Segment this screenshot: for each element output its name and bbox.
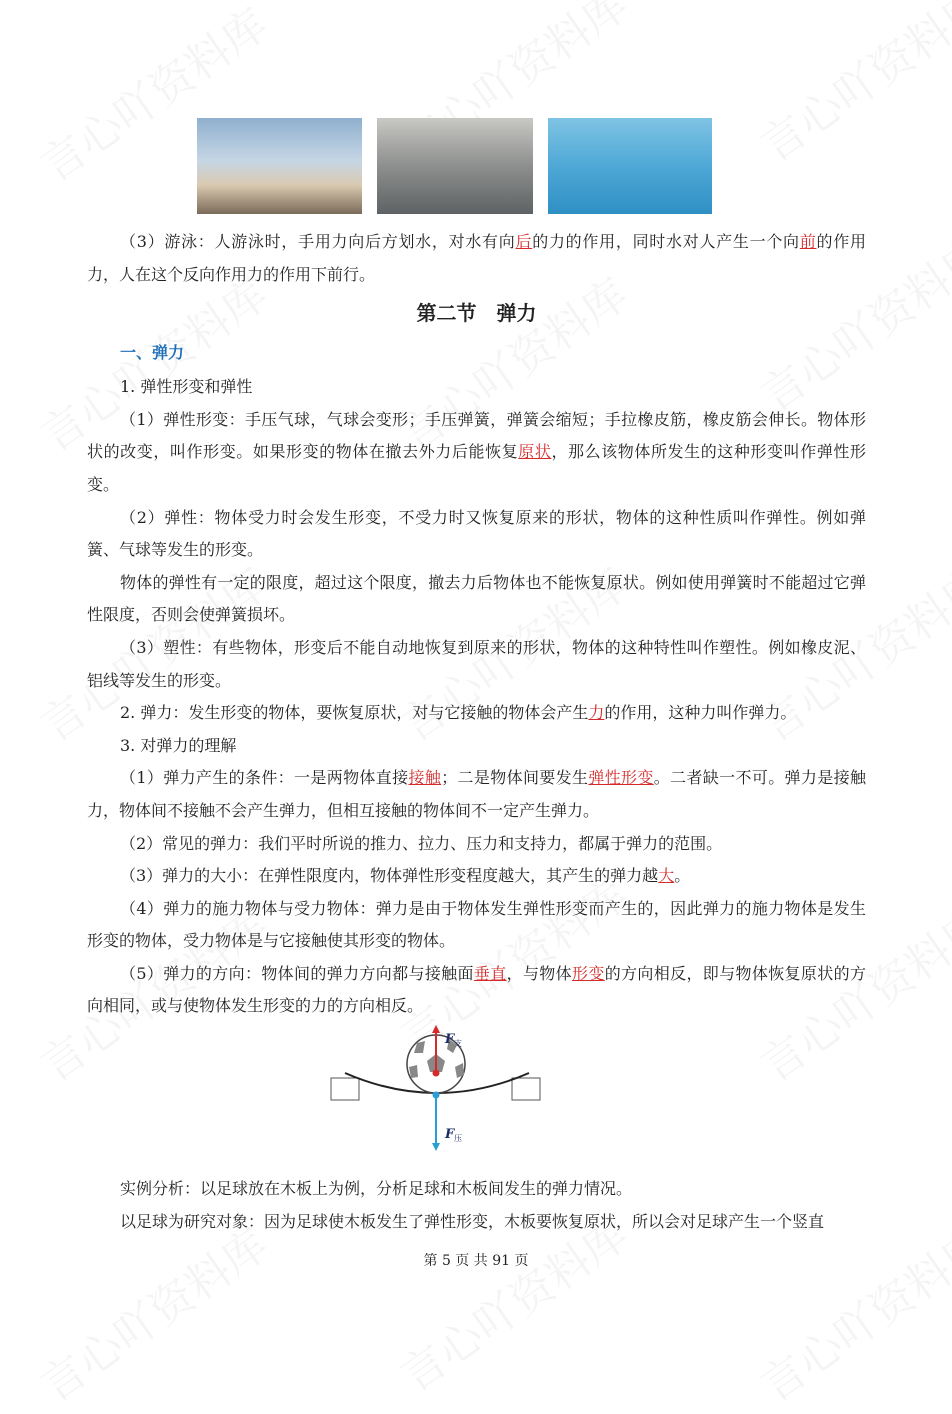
text-run: （3）塑性：有些物体，形变后不能自动地恢复到原来的形状，物体的这种特性叫作塑性。例如橡皮泥、铝线等发生的形变。	[87, 637, 866, 690]
answer-highlight: 大	[658, 866, 675, 886]
paragraph	[87, 567, 866, 632]
pressure-force-subscript: 压	[454, 1134, 462, 1144]
paragraph	[87, 371, 866, 404]
text-run: 的作用，这种力叫作弹力。	[604, 703, 797, 723]
left-support-block	[331, 1078, 359, 1100]
paragraph	[87, 697, 866, 730]
paragraph	[87, 502, 866, 567]
football-on-board-figure	[87, 1023, 866, 1173]
paragraph	[87, 860, 866, 893]
watermark-text	[26, 1210, 279, 1414]
text-run: 2. 弹力：发生形变的物体，要恢复原状，对与它接触的物体会产生	[120, 703, 589, 723]
paragraph	[87, 958, 866, 1023]
text-run: ；二是物体间要发生	[441, 768, 589, 788]
paragraph	[87, 828, 866, 861]
swimmer-photo	[548, 118, 712, 214]
text-run: （5）弹力的方向：物体间的弹力方向都与接触面	[120, 963, 474, 983]
text-run: （3）弹力的大小：在弹性限度内，物体弹性形变程度越大，其产生的弹力越	[120, 866, 659, 886]
pressure-force-label: F	[445, 1127, 455, 1143]
force-diagram	[87, 1023, 866, 1173]
text-run: 。二者缺一不可。弹力是接触力，物体间不接触不会产生弹力，但相互接触的物体间不一定产生弹力。	[87, 768, 866, 820]
watermark-text	[746, 1210, 952, 1414]
text-run: （1）弹力产生的条件：一是两物体直接	[120, 768, 409, 788]
answer-highlight: 力	[588, 703, 605, 723]
paragraph	[87, 632, 866, 697]
text-run: （2）常见的弹力：我们平时所说的推力、拉力、压力和支持力，都属于弹力的范围。	[120, 833, 723, 853]
paragraph	[87, 893, 866, 958]
text-run: 的力的作用，同时水对人产生一个向	[532, 232, 800, 251]
support-force-label: F	[445, 1032, 455, 1048]
text-run: 3. 对弹力的理解	[120, 735, 237, 755]
paragraph	[87, 226, 866, 291]
text-run: 实例分析：以足球放在木板上为例，分析足球和木板间发生的弹力情况。	[120, 1179, 633, 1199]
answer-highlight: 垂直	[473, 963, 507, 983]
paragraph	[87, 1206, 866, 1239]
right-support-block	[512, 1078, 540, 1100]
text-run: ，那么该物体所发生的这种形变叫作弹性形变。	[87, 442, 866, 494]
answer-highlight: 原状	[518, 442, 552, 462]
text-run: （3）游泳：人游泳时，手用力向后方划水，对水有向	[120, 232, 516, 251]
section-title: 第二节 弹力	[416, 301, 537, 326]
answer-highlight: 形变	[572, 963, 605, 983]
text-run: （4）弹力的施力物体与受力物体：弹力是由于物体发生弹性形变而产生的，因此弹力的施力物体是发生形变的物体，受力物体是与它接触使其形变的物体。	[87, 898, 866, 951]
paragraph	[87, 1173, 866, 1206]
answer-highlight: 前	[799, 232, 817, 251]
answer-highlight: 接触	[408, 768, 442, 788]
text-run: 以足球为研究对象：因为足球使木板发生了弹性形变，木板要恢复原状，所以会对足球产生一个竖直	[120, 1211, 825, 1231]
text-run: 的方向相反，即与物体恢复原状的方向相同，或与使物体发生形变的力的方向相反。	[87, 963, 866, 1016]
text-run: （1）弹性形变：手压气球，气球会变形；手压弹簧，弹簧会缩短；手拉橡皮筋，橡皮筋会伸长。物体形状的改变，叫作形变。如果形变的物体在撤去外力后能恢复	[87, 409, 866, 462]
paragraph	[87, 404, 866, 502]
section-heading: 一、弹力	[120, 343, 185, 363]
answer-highlight: 弹性形变	[588, 768, 654, 788]
swimming-paragraph-block	[87, 226, 866, 291]
text-run: 1. 弹性形变和弹性	[120, 377, 253, 397]
elastic-force-paragraphs	[87, 371, 866, 1023]
text-run: ，与物体	[506, 963, 572, 983]
example-analysis-paragraphs	[87, 1173, 866, 1238]
paragraph	[87, 762, 866, 827]
support-force-subscript: 支	[454, 1039, 462, 1049]
walking-shoes-photo	[377, 118, 533, 214]
text-run: 的作用力，人在这个反向作用力的作用下前行。	[87, 232, 866, 284]
paragraph	[87, 730, 866, 763]
document-body	[87, 226, 866, 1238]
answer-highlight: 后	[515, 232, 533, 251]
text-run: （2）弹性：物体受力时会发生形变，不受力时又恢复原来的形状，物体的这种性质叫作弹性。例如弹簧、气球等发生的形变。	[87, 507, 866, 560]
text-run: 物体的弹性有一定的限度，超过这个限度，撤去力后物体也不能恢复原状。例如使用弹簧时不能超过它弹性限度，否则会使弹簧损坏。	[87, 572, 866, 625]
page-footer: 第 5 页 共 91 页	[423, 1253, 529, 1269]
rocket-launch-photo	[197, 118, 362, 214]
watermark-text	[746, 0, 952, 174]
text-run: 。	[674, 866, 691, 886]
